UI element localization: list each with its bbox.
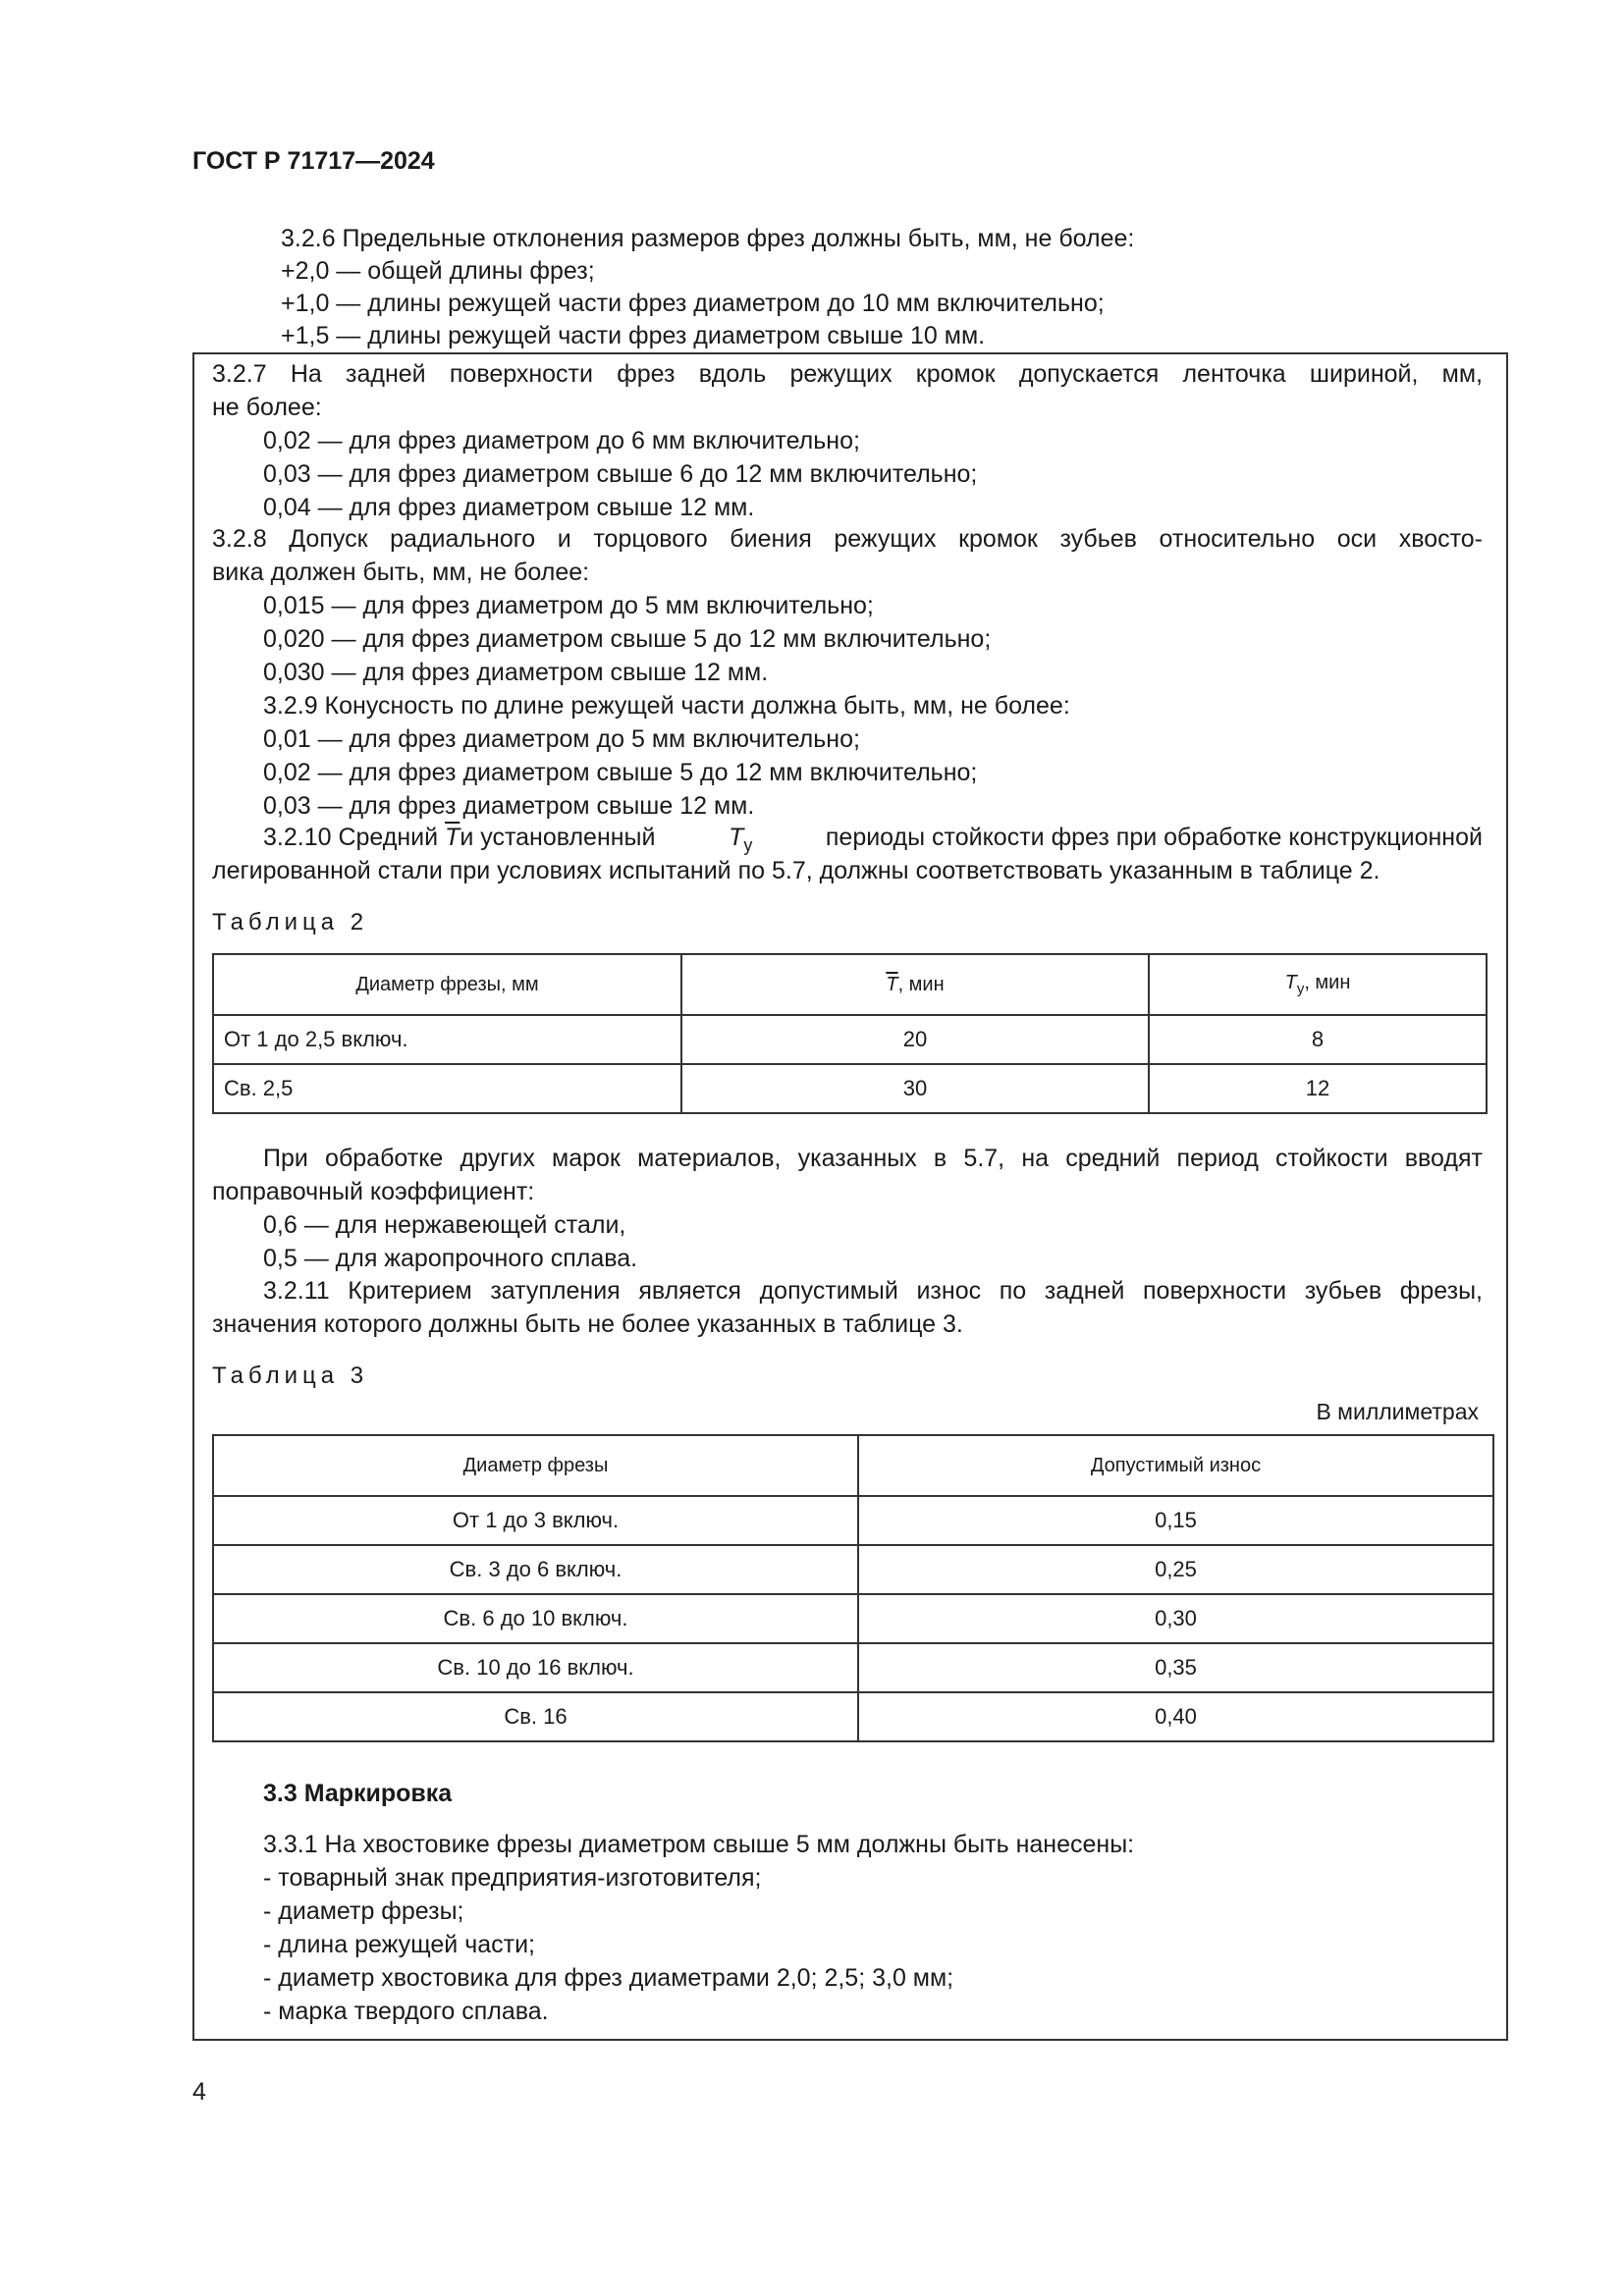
clause-3-2-7-line-2: не более: <box>212 394 322 421</box>
table-header-cell: $\overline{T}$, мин <box>681 954 1149 1015</box>
after-table-2-line-2: поправочный коэффициент: <box>212 1178 535 1205</box>
table-row <box>213 1064 1487 1113</box>
list-item: 0,5 — для жаропрочного сплава. <box>263 1245 638 1272</box>
table-2-caption: Таблица 2 <box>212 909 369 935</box>
table-cell: От 1 до 2,5 включ. <box>213 1015 681 1064</box>
list-item: 0,04 — для фрез диаметром свыше 12 мм. <box>263 494 755 521</box>
list-item: - диаметр фрезы; <box>263 1897 464 1925</box>
clause-3-2-8-line-2: вика должен быть, мм, не более: <box>212 559 590 586</box>
list-item: 0,020 — для фрез диаметром свыше 5 до 12 мм включительно; <box>263 625 992 653</box>
table-row <box>213 1643 1493 1692</box>
table-cell: Св. 16 <box>213 1692 858 1741</box>
list-item: 0,01 — для фрез диаметром до 5 мм включительно; <box>263 725 860 753</box>
table-row <box>213 1545 1493 1594</box>
table-cell: 0,35 <box>858 1643 1493 1692</box>
clause-3-2-6-text: 3.2.6 Предельные отклонения размеров фрез должны быть, мм, не более: <box>281 225 1135 252</box>
clause-3-2-10-line-2: легированной стали при условиях испытаний по 5.7, должны соответствовать указанным в таблице 2. <box>212 857 1380 884</box>
table-header-cell: Допустимый износ <box>858 1435 1493 1496</box>
table-header-cell: Диаметр фрезы, мм <box>213 954 681 1015</box>
document-header: ГОСТ Р 71717—2024 <box>192 147 435 175</box>
table-header-cell: $T_у$, мин <box>1149 954 1487 1015</box>
table-row <box>213 1692 1493 1741</box>
after-table-2-line-1: При обработке других марок материалов, указанных в 5.7, на средний период стойкости вводят <box>263 1145 1483 1172</box>
list-item: +2,0 — общей длины фрез; <box>281 257 595 285</box>
table-header-cell: Диаметр фрезы <box>213 1435 858 1496</box>
clause-3-2-10-c: периоды стойкости фрез при обработке конструкционной <box>825 824 1483 851</box>
table-cell: 30 <box>681 1064 1149 1113</box>
list-item: - товарный знак предприятия-изготовителя; <box>263 1864 762 1892</box>
clause-3-2-10-line-1 <box>263 824 1483 856</box>
table-cell: Св. 3 до 6 включ. <box>213 1545 858 1594</box>
table-cell: 8 <box>1149 1015 1487 1064</box>
list-item: 0,030 — для фрез диаметром свыше 12 мм. <box>263 659 769 686</box>
list-item: 0,03 — для фрез диаметром свыше 6 до 12 мм включительно; <box>263 460 978 488</box>
section-3-3-heading: 3.3 Маркировка <box>263 1780 453 1807</box>
clause-3-2-7-line-1: 3.2.7 На задней поверхности фрез вдоль режущих кромок допускается ленточка шириной, мм, <box>212 360 1483 388</box>
clause-3-2-8-line-1: 3.2.8 Допуск радиального и торцового биения режущих кромок зубьев относительно оси хвосто- <box>212 525 1483 553</box>
table-header-row <box>213 954 1487 1015</box>
list-item: 0,02 — для фрез диаметром свыше 5 до 12 мм включительно; <box>263 759 978 786</box>
clause-3-2-9-text: 3.2.9 Конусность по длине режущей части должна быть, мм, не более: <box>263 692 1070 720</box>
list-item: 0,03 — для фрез диаметром свыше 12 мм. <box>263 792 755 820</box>
change-frame <box>192 352 1508 2041</box>
clause-3-2-11-line-2: значения которого должны быть не более указанных в таблице 3. <box>212 1310 963 1338</box>
table-header-row <box>213 1435 1493 1496</box>
table-cell: 0,15 <box>858 1496 1493 1545</box>
table-cell: 0,40 <box>858 1692 1493 1741</box>
table-2 <box>212 953 1488 1114</box>
clause-3-2-10-ty: $T_у$ <box>729 824 753 855</box>
table-cell: 20 <box>681 1015 1149 1064</box>
list-item: +1,0 — длины режущей части фрез диаметром до 10 мм включительно; <box>281 290 1105 317</box>
table-3-units: В миллиметрах <box>1316 1399 1479 1424</box>
list-item: - длина режущей части; <box>263 1931 535 1958</box>
table-cell: 0,30 <box>858 1594 1493 1643</box>
clause-3-2-10-a: 3.2.10 Средний $\overline{T}и$ установленный <box>263 824 656 851</box>
list-item: 0,02 — для фрез диаметром до 6 мм включительно; <box>263 427 860 454</box>
list-item: - марка твердого сплава. <box>263 1998 549 2025</box>
clause-3-3-1-text: 3.3.1 На хвостовике фрезы диаметром свыше 5 мм должны быть нанесены: <box>263 1831 1135 1858</box>
page-number: 4 <box>192 2078 206 2106</box>
table-row <box>213 1496 1493 1545</box>
list-item: 0,6 — для нержавеющей стали, <box>263 1211 626 1239</box>
table-cell: Св. 10 до 16 включ. <box>213 1643 858 1692</box>
table-cell: 0,25 <box>858 1545 1493 1594</box>
list-item: - диаметр хвостовика для фрез диаметрами 2,0; 2,5; 3,0 мм; <box>263 1964 954 1992</box>
table-row <box>213 1015 1487 1064</box>
clause-3-2-6 <box>192 223 1508 352</box>
table-3-caption: Таблица 3 <box>212 1362 369 1389</box>
table-3 <box>212 1434 1494 1742</box>
list-item: 0,015 — для фрез диаметром до 5 мм включительно; <box>263 592 874 619</box>
table-cell: Св. 6 до 10 включ. <box>213 1594 858 1643</box>
table-cell: 12 <box>1149 1064 1487 1113</box>
table-cell: От 1 до 3 включ. <box>213 1496 858 1545</box>
table-cell: Св. 2,5 <box>213 1064 681 1113</box>
table-row <box>213 1594 1493 1643</box>
list-item: +1,5 — длины режущей части фрез диаметром свыше 10 мм. <box>281 322 986 349</box>
clause-3-2-11-line-1: 3.2.11 Критерием затупления является допустимый износ по задней поверхности зубьев фрезы, <box>263 1277 1483 1305</box>
